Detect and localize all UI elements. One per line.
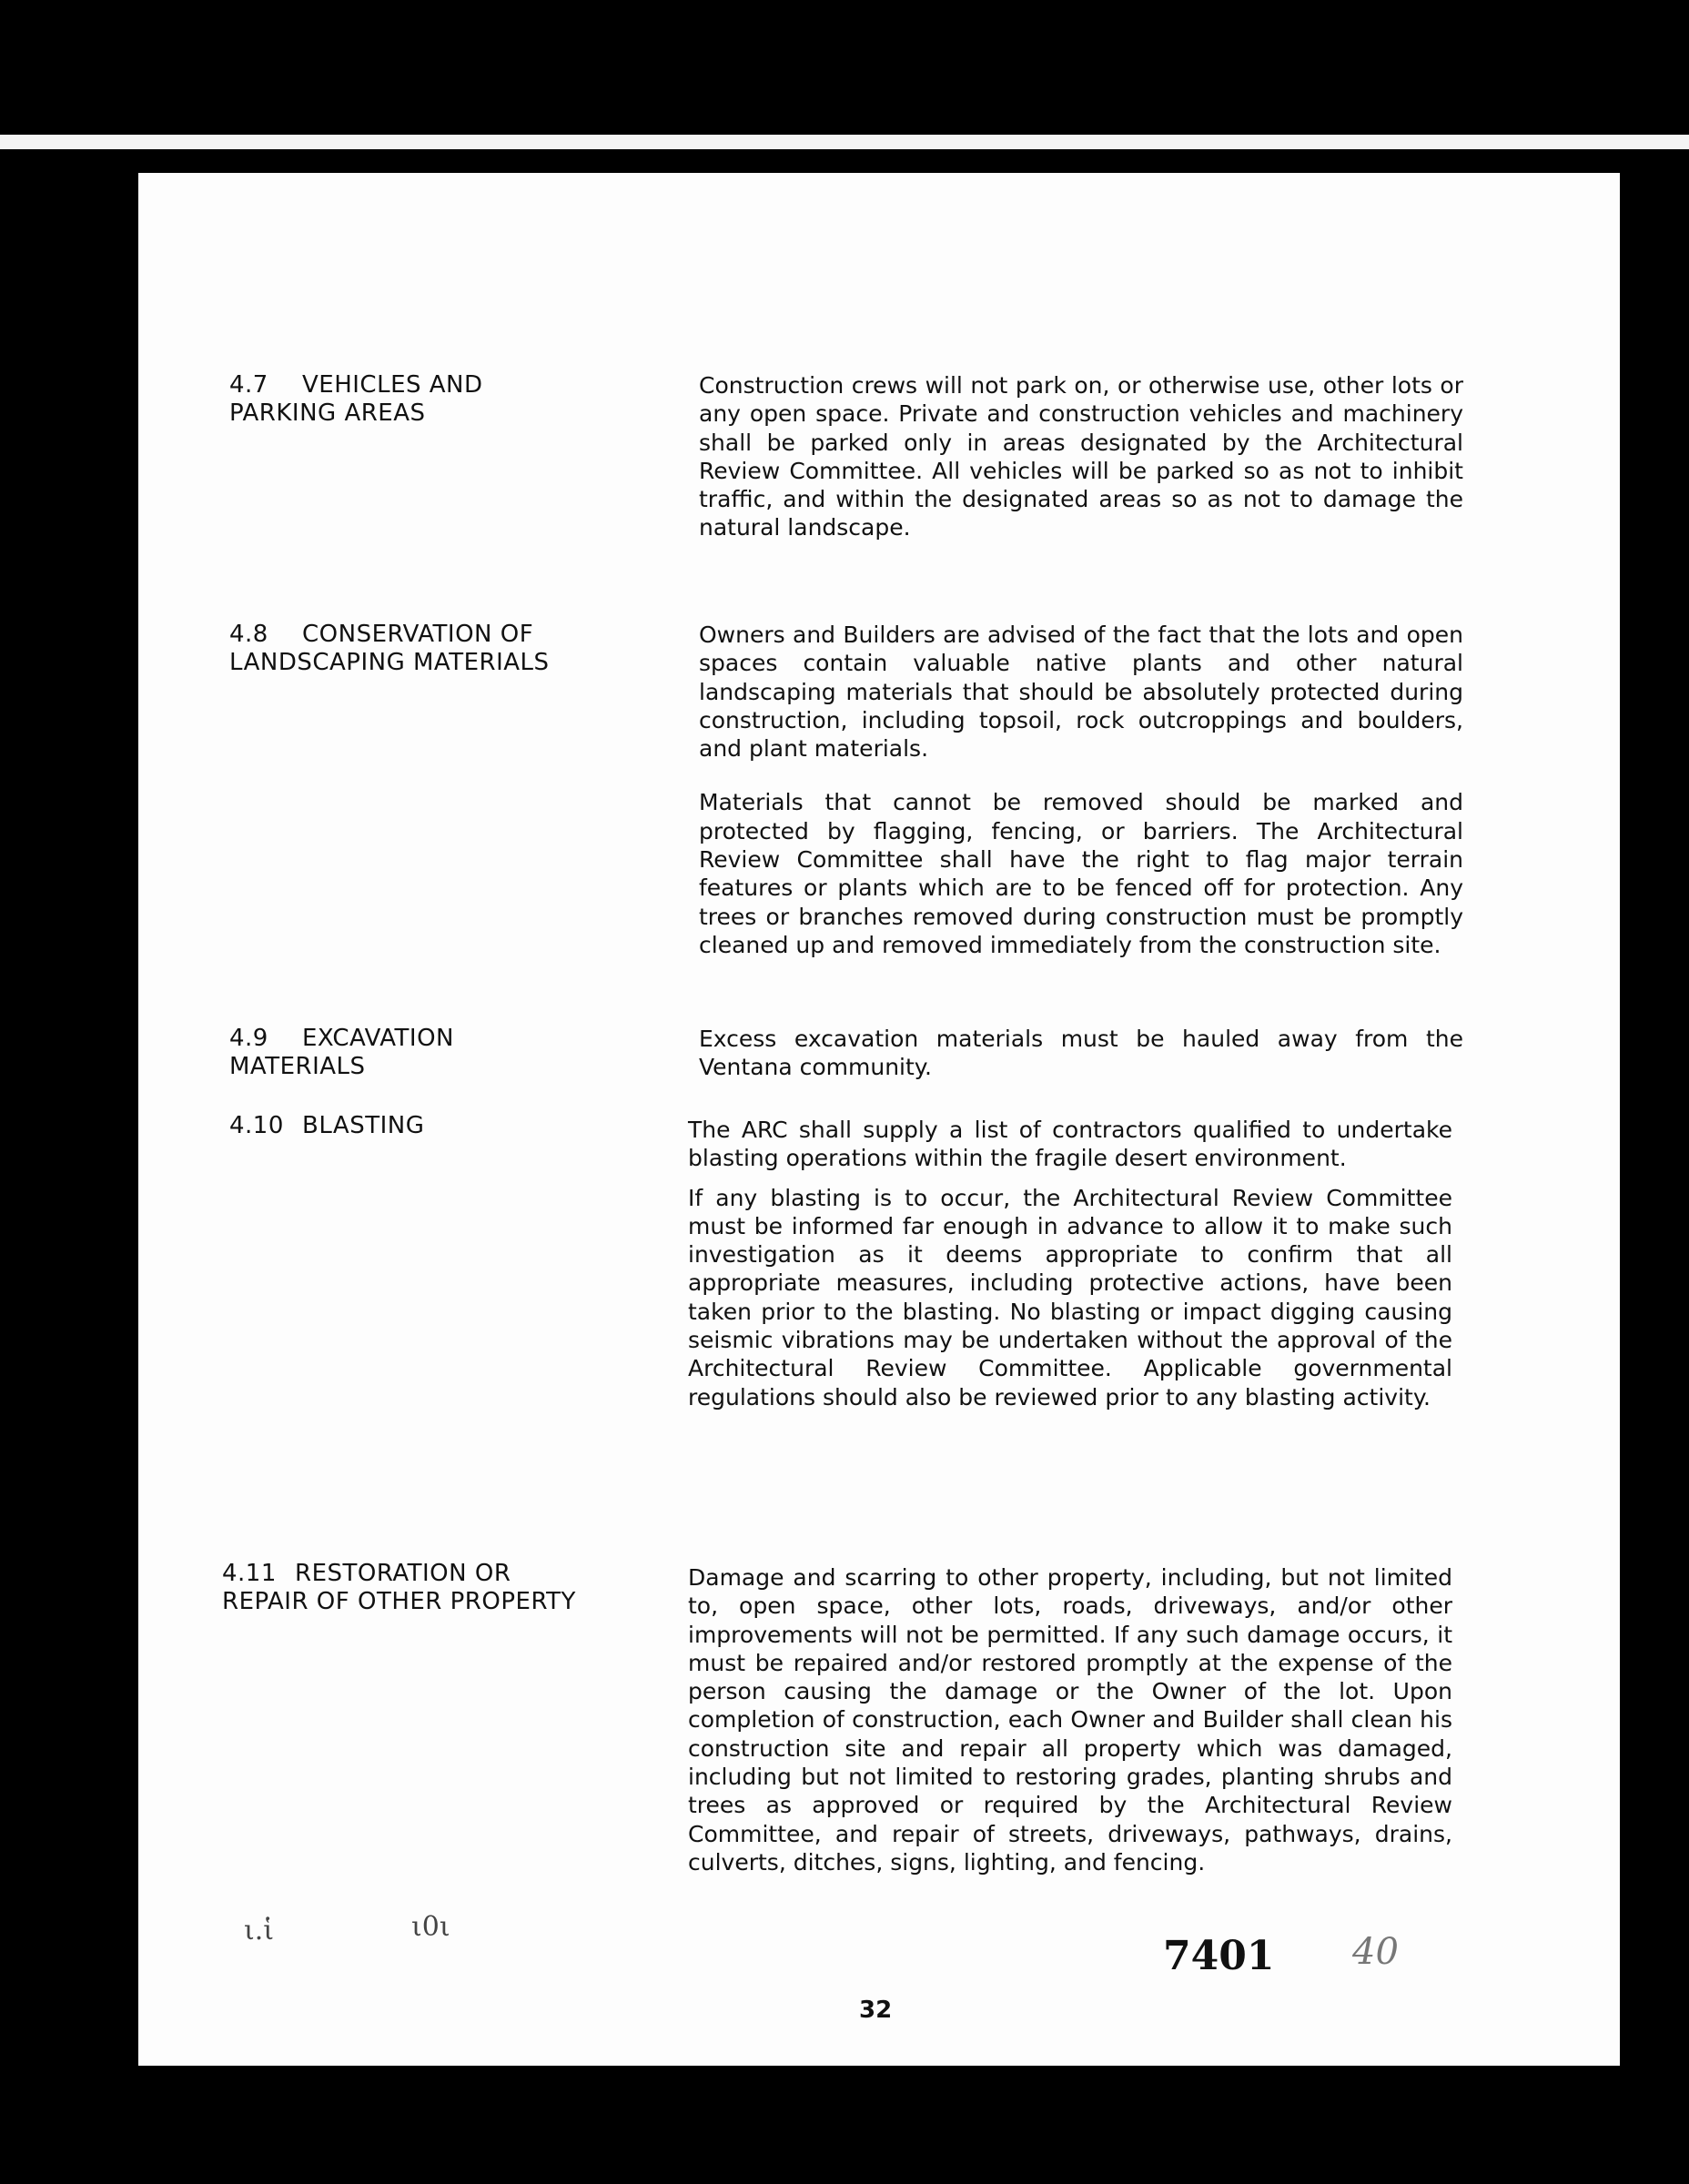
section-body [699,1025,1463,1082]
section-heading [222,1560,622,1616]
section-title-line1: RESTORATION OR [295,1560,511,1587]
section-title-line1: VEHICLES AND [302,371,483,399]
scan-top-edge [0,135,1689,149]
section-number: 4.7 [229,371,268,399]
section-heading [229,1112,630,1140]
section-heading [229,1025,630,1081]
section-number: 4.10 [229,1112,284,1139]
paragraph: Excess excavation materials must be hauled away from the Ventana community. [699,1026,1463,1081]
margin-mark-right: ι0ι [411,1911,450,1943]
section-body [688,1563,1452,1876]
section-title-line1: EXCAVATION [302,1025,454,1052]
section-title-line2: PARKING AREAS [229,399,426,427]
section-body [688,1116,1452,1411]
section-body [699,371,1463,542]
paragraph: Construction crews will not park on, or otherwise use, other lots or any open space. Private and construction vehicles and machinery shall be parked only in areas designated by the Architectural Review Committee. All vehicles will be parked so as not to inhibit traffic, and within the designated areas so as not to damage the natural landscape. [699,372,1463,541]
document-stamp-number: 7401 [1163,1933,1275,1979]
section-title-line2: LANDSCAPING MATERIALS [229,649,550,676]
section-number: 4.8 [229,621,268,648]
section-title-line1: BLASTING [302,1112,425,1139]
paragraph: Owners and Builders are advised of the fact that the lots and open spaces contain valuable native plants and other natural landscaping materials that should be absolutely protected during construction, including topsoil, rock outcroppings and boulders, and plant materials. [699,622,1463,763]
paragraph: Materials that cannot be removed should be marked and protected by flagging, fencing, or barriers. The Architectural Review Committee shall have the right to flag major terrain features or plants which are to be fenced off for protection. Any trees or branches removed during construction must be promptly cleaned up and removed immediately from the construction site. [699,789,1463,958]
paragraph: Damage and scarring to other property, including, but not limited to, open space, other lots, roads, driveways, and/or other improvements will not be permitted. If any such damage occurs, it must be repaired and/or restored promptly at the expense of the person causing the damage or the Owner of the lot. Upon completion of construction, each Owner and Builder shall clean his construction site and repair all property which was damaged, including but not limited to restoring grades, planting shrubs and trees as approved or required by the Architectural Review Committee, and repair of streets, driveways, pathways, drains, culverts, ditches, signs, lighting, and fencing. [688,1564,1452,1876]
page-number: 32 [859,1997,893,2024]
document-page [138,173,1620,2066]
margin-mark-left: ι.ἱ [244,1915,275,1946]
paragraph: If any blasting is to occur, the Architectural Review Committee must be informed far enough in advance to allow it to make such investigation as it deems appropriate to confirm that all appropriate measures, including protective actions, have been taken prior to the blasting. No blasting or impact digging causing seismic vibrations may be undertaken without the approval of the Architectural Review Committee. Applicable governmental regulations should also be reviewed prior to any blasting activity. [688,1184,1452,1410]
section-heading [229,621,630,677]
section-number: 4.11 [222,1560,277,1587]
section-heading [229,371,630,428]
section-title-line1: CONSERVATION OF [302,621,534,648]
section-body [699,621,1463,959]
paragraph: The ARC shall supply a list of contractors qualified to undertake blasting operations within the fragile desert environment. [688,1117,1452,1172]
document-stamp-suffix: 40 [1352,1931,1399,1973]
section-title-line2: REPAIR OF OTHER PROPERTY [222,1588,576,1615]
section-number: 4.9 [229,1025,268,1052]
section-title-line2: MATERIALS [229,1053,366,1080]
